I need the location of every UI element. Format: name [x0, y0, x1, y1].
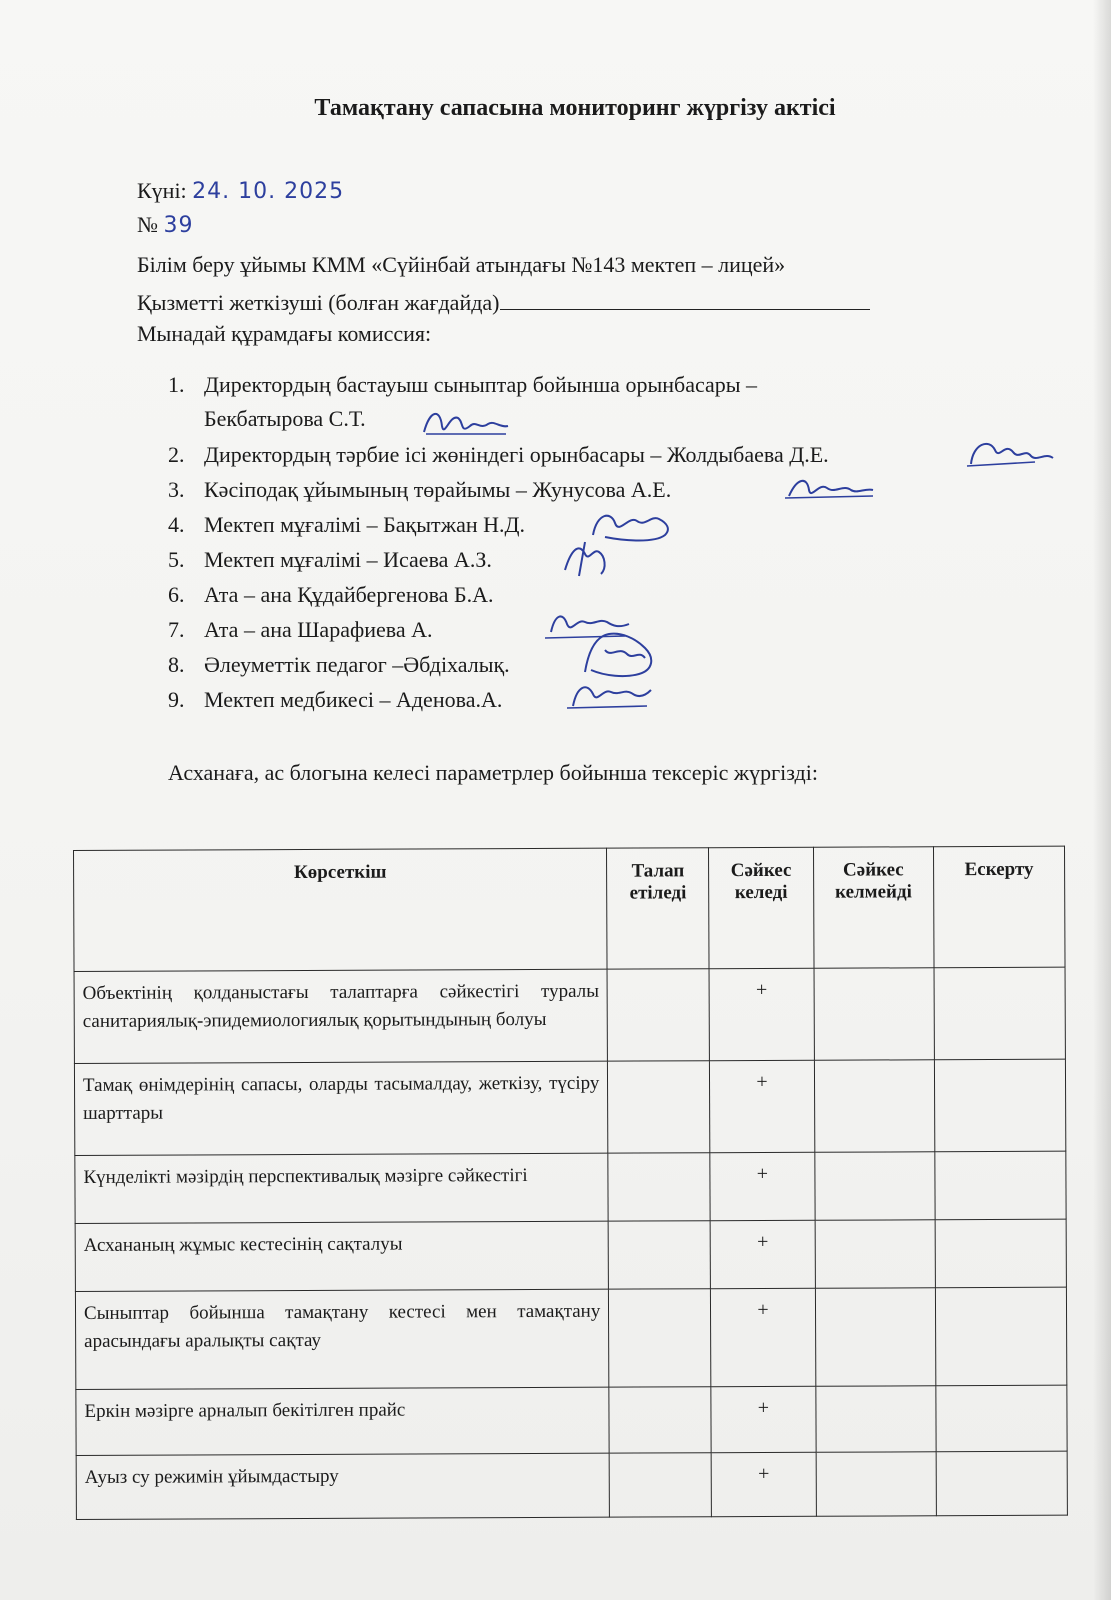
member-3: 3. Кәсіподақ ұйымының төрайымы – Жунусова А.Е. — [168, 477, 672, 502]
inspection-intro: Асханаға, ас блогына келесі параметрлер бойынша тексеріс жүргізді: — [168, 760, 818, 785]
row-not-matches — [816, 1452, 937, 1517]
table-row — [76, 1451, 1067, 1519]
row-required — [607, 969, 709, 1061]
row-indicator: Асхананың жұмыс кестесінің сақталуы — [75, 1221, 609, 1291]
row-matches: + — [710, 1060, 815, 1152]
member-8: 8. Әлеуметтік педагог –Әбдіхалық. — [168, 652, 510, 677]
row-matches: + — [710, 1220, 815, 1288]
row-note — [935, 1219, 1066, 1288]
table-row — [75, 1219, 1066, 1291]
member-2: 2. Директордың тәрбие ісі жөніндегі орынбасары – Жолдыбаева Д.Е. — [168, 442, 829, 467]
row-matches: + — [711, 1452, 816, 1516]
row-note — [936, 1451, 1067, 1516]
row-matches: + — [710, 1152, 815, 1220]
row-note — [934, 967, 1065, 1060]
row-required — [608, 1221, 710, 1289]
supplier-line — [137, 289, 870, 316]
row-indicator: Объектінің қолданыстағы талаптарға сәйкестігі туралы санитариялық-эпидемиологиялық қорытындының болуы — [74, 969, 608, 1063]
member-1-name: Бекбатырова С.Т. — [204, 406, 366, 431]
commission-label: Мынадай құрамдағы комиссия: — [137, 321, 432, 346]
row-indicator: Еркін мәзірге арналып бекітілген прайс — [76, 1387, 610, 1455]
table-row — [74, 1059, 1065, 1155]
member-7: 7. Ата – ана Шарафиева А. — [168, 617, 433, 642]
row-not-matches — [815, 1288, 936, 1387]
signature-2-icon — [965, 434, 1055, 474]
member-1: 1. Директордың бастауыш сыныптар бойынша орынбасары – — [168, 372, 758, 397]
row-indicator: Тамақ өнімдерінің сапасы, оларды тасымалдау, жеткізу, түсіру шарттары — [74, 1061, 608, 1155]
document-title: Тамақтану сапасына мониторинг жүргізу актісі — [314, 95, 836, 121]
header-note: Ескерту — [933, 846, 1065, 968]
row-not-matches — [815, 1220, 936, 1289]
signature-5-icon — [555, 538, 645, 578]
member-6: 6. Ата – ана Құдайбергенова Б.А. — [168, 582, 494, 607]
organization-line: Білім беру ұйымы КММ «Сүйінбай атындағы №143 мектеп – лицей» — [137, 252, 786, 277]
date-line — [137, 178, 344, 204]
header-indicator: Көрсеткіш — [74, 848, 608, 971]
row-matches: + — [711, 1288, 816, 1386]
row-note — [935, 1287, 1066, 1386]
inspection-table — [73, 846, 1068, 1520]
row-not-matches — [814, 1152, 935, 1221]
table-header-row — [74, 846, 1066, 971]
row-not-matches — [815, 1386, 936, 1453]
row-not-matches — [814, 1060, 935, 1153]
supplier-label: Қызметті жеткізуші (болған жағдайда) — [137, 290, 500, 315]
signature-3-icon — [785, 470, 875, 510]
number-value: 39 — [163, 213, 194, 238]
page-edge-shadow — [1093, 0, 1111, 1600]
number-line — [137, 212, 194, 238]
row-not-matches — [814, 968, 935, 1061]
table-row — [76, 1385, 1067, 1455]
signature-1-icon — [420, 404, 510, 444]
date-value: 24. 10. 2025 — [192, 179, 345, 204]
number-label: № — [137, 212, 158, 237]
row-indicator: Сыныптар бойынша тамақтану кестесі мен тамақтану арасындағы аралықты сақтау — [75, 1289, 609, 1389]
row-note — [934, 1059, 1065, 1152]
row-required — [608, 1061, 710, 1153]
header-not-matches: Сәйкес келмейді — [813, 847, 934, 969]
row-note — [936, 1385, 1067, 1452]
header-matches: Сәйкес келеді — [709, 847, 814, 968]
date-label: Күні: — [137, 178, 187, 203]
table-row — [75, 1151, 1066, 1223]
signature-8-icon — [575, 628, 665, 680]
row-note — [935, 1151, 1066, 1220]
row-required — [609, 1289, 711, 1387]
row-required — [608, 1153, 710, 1221]
row-required — [609, 1453, 711, 1517]
row-matches: + — [711, 1386, 816, 1452]
row-matches: + — [709, 968, 814, 1060]
member-5: 5. Мектеп мұғалімі – Исаева А.З. — [168, 547, 492, 572]
row-indicator: Ауыз су режимін ұйымдастыру — [76, 1453, 610, 1519]
member-4: 4. Мектеп мұғалімі – Бақытжан Н.Д. — [168, 512, 525, 537]
row-indicator: Күнделікті мәзірдің перспективалық мәзірге сәйкестігі — [75, 1153, 609, 1223]
table-row — [74, 967, 1065, 1063]
member-9: 9. Мектеп медбикесі – Аденова.А. — [168, 687, 503, 712]
row-required — [609, 1387, 711, 1453]
table-row — [75, 1287, 1066, 1389]
header-required: Талап етіледі — [607, 848, 710, 969]
supplier-blank — [500, 289, 870, 310]
signature-9-icon — [565, 676, 655, 716]
